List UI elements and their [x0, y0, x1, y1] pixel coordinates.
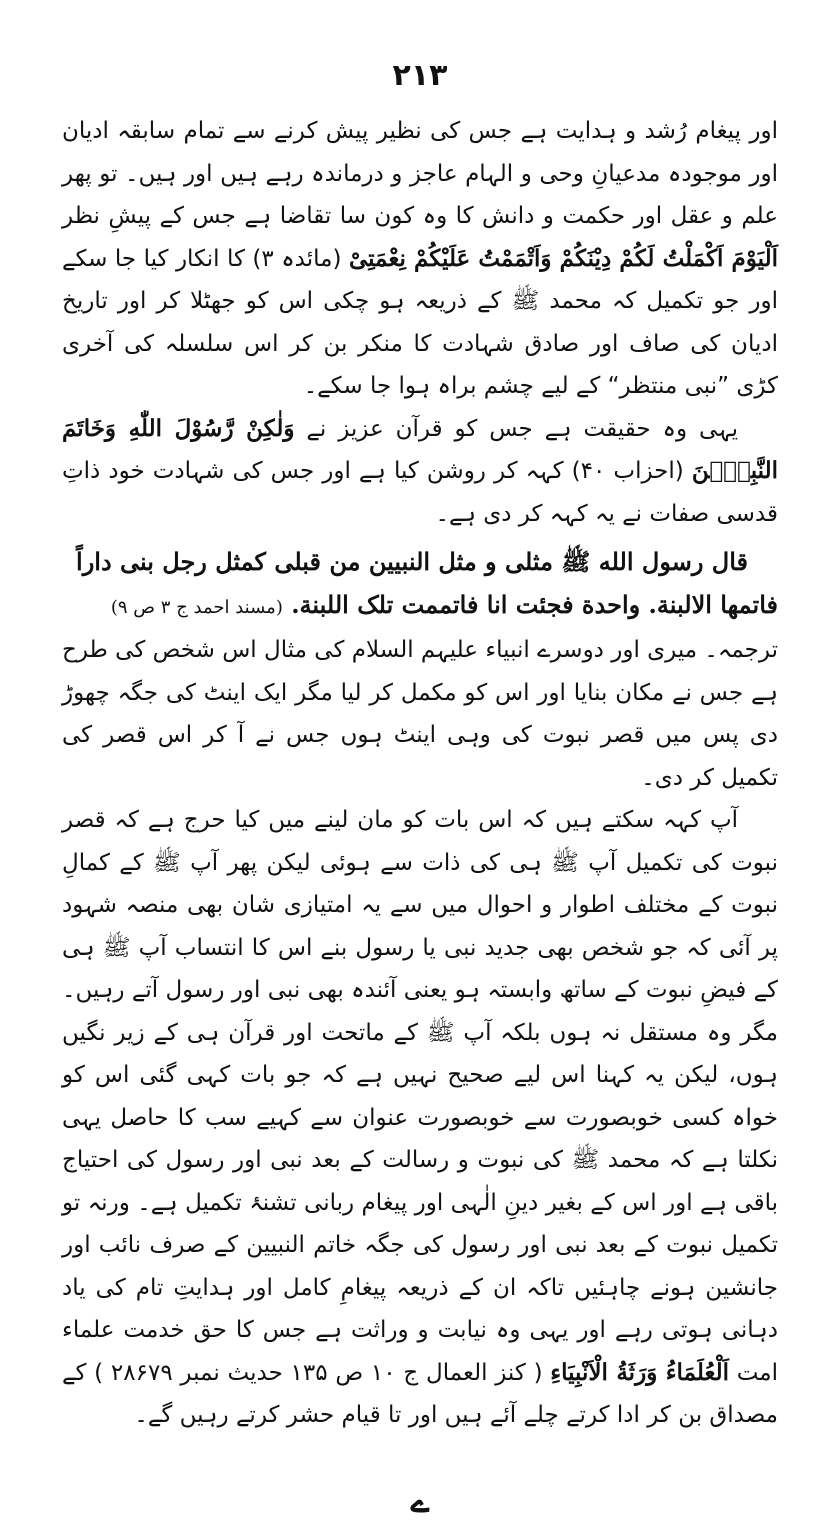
hadith-line-1: قال رسول الله ﷺ مثلی و مثل النبیین من قبلی کمثل رجل بنی داراً — [76, 547, 748, 576]
paragraph-4-text: آپ کہہ سکتے ہیں کہ اس بات کو مان لینے میں کیا حرج ہے کہ قصر نبوت کی تکمیل آپ ﷺ ہی کی ذات سے ہوئی لیکن پھر آپ ﷺ کے کمالِ نبوت کے مختلف اطوار و احوال میں سے یہ امتیازی شان بھی منصہ شہود پر آئی کہ جو شخص بھی جدید نبی یا رسول بنے اس کا انتساب آپ ﷺ ہی کے فیضِ نبوت کے ساتھ وابستہ ہو یعنی آئندہ بھی نبی اور رسول آتے رہیں۔ مگر وہ مستقل نہ ہوں بلکہ آپ ﷺ کے ماتحت اور قرآن ہی کے زیر نگیں ہوں، لیکن یہ کہنا اس لیے صحیح نہیں ہے کہ جو بات کہی گئی اس کو خواہ کسی خوبصورت سے خوبصورت عنوان سے کہیے سب کا حاصل یہی نکلتا ہے کہ محمد ﷺ کی نبوت و رسالت کے بعد نبی اور رسول کی احتیاج باقی ہے اور اس کے بغیر دینِ الٰہی اور پیغام ربانی تشنۂ تکمیل ہے۔ ورنہ تو تکمیل نبوت کے بعد نبی اور رسول کی جگہ خاتم النبیین کے صرف نائب اور جانشین ہونے چاہئیں تاکہ ان کے ذریعہ پیغامِ کامل اور ہدایتِ تام کی یاد دہانی ہوتی رہے اور یہی وہ نیابت و وراثت ہے جس کا حق خدمت علماء امت — [62, 807, 779, 1386]
paragraph-2-text-end: (احزاب ۴۰) کہہ کر روشن کیا ہے اور جس کی شہادت خود ذاتِ قدسی صفات نے یہ کہہ کر دی ہے۔ — [62, 458, 778, 527]
paragraph-1-continuation: (مائدہ ۳) کا انکار کیا جا سکے اور جو تکمیل کہ محمد ﷺ کے ذریعہ ہو چکی اس کو جھٹلا کر اور تاریخ ادیان کی صاف اور صادق شہادت کا منکر بن کر اس سلسلہ کی آخری کڑی ”نبی منتظر“ کے لیے چشم براہ ہوا جا سکے۔ — [62, 245, 778, 399]
paragraph-4 — [62, 799, 778, 1437]
page-number: ۲۱۳ — [392, 58, 448, 93]
footer-catchword: ے — [410, 1482, 430, 1520]
body-text — [62, 110, 778, 1437]
paragraph-translation: ترجمہ۔ میری اور دوسرے انبیاء علیہم السلام کی مثال اس شخص کی طرح ہے جس نے مکان بنایا اور اس کو مکمل کر لیا مگر ایک اینٹ کی جگہ چھوڑ دی پس میں قصر نبوت کی وہی اینٹ ہوں جس نے آ کر اس قصر کی تکمیل کر دی۔ — [62, 637, 778, 791]
hadith-ulama-warasat: اَلْعُلَمَاءُ وَرَثَةُ الْاَنْبِیَاءِ — [550, 1358, 729, 1386]
hadith-line-2: فاتمها الالبنة. واحدة فجئت انا فاتممت تلک اللبنة. — [291, 589, 778, 619]
paragraph-4-continuation: ( کنز العمال ج ۱۰ ص ۱۳۵ حدیث نمبر ۲۸۶۷۹ ) کے مصداق بن کر ادا کرتے چلے آئے ہیں اور تا قیام حشر کرتے رہیں گے۔ — [62, 1359, 778, 1428]
paragraph-2 — [62, 408, 778, 536]
paragraph-1-text: اور پیغام رُشد و ہدایت ہے جس کی نظیر پیش کرنے سے تمام سابقہ ادیان اور موجودہ مدعیانِ وحی و الہام عاجز و درماندہ رہے ہیں اور ہیں۔ تو پھر علم و عقل اور حکمت و دانش کا وہ کون سا تقاضا ہے جس کے پیشِ نظر — [62, 118, 778, 229]
paragraph-1 — [62, 110, 778, 408]
quran-verse-maidah: اَلْیَوْمَ اَکْمَلْتُ لَکُمْ دِیْنَکُمْ وَاَتْمَمْتُ عَلَیْکُمْ نِعْمَتِیْ — [348, 244, 779, 272]
hadith-quote — [62, 541, 778, 629]
paragraph-2-text-start: یہی وہ حقیقت ہے جس کو قرآن عزیز نے — [306, 415, 739, 442]
hadith-reference: (مسند احمد ج ۳ ص ۹) — [110, 596, 283, 618]
quran-verse-ahzab: وَلٰکِنْ رَّسُوْلَ اللّٰهِ وَخَاتَمَ النَّبِیّٖنَ — [62, 414, 779, 484]
